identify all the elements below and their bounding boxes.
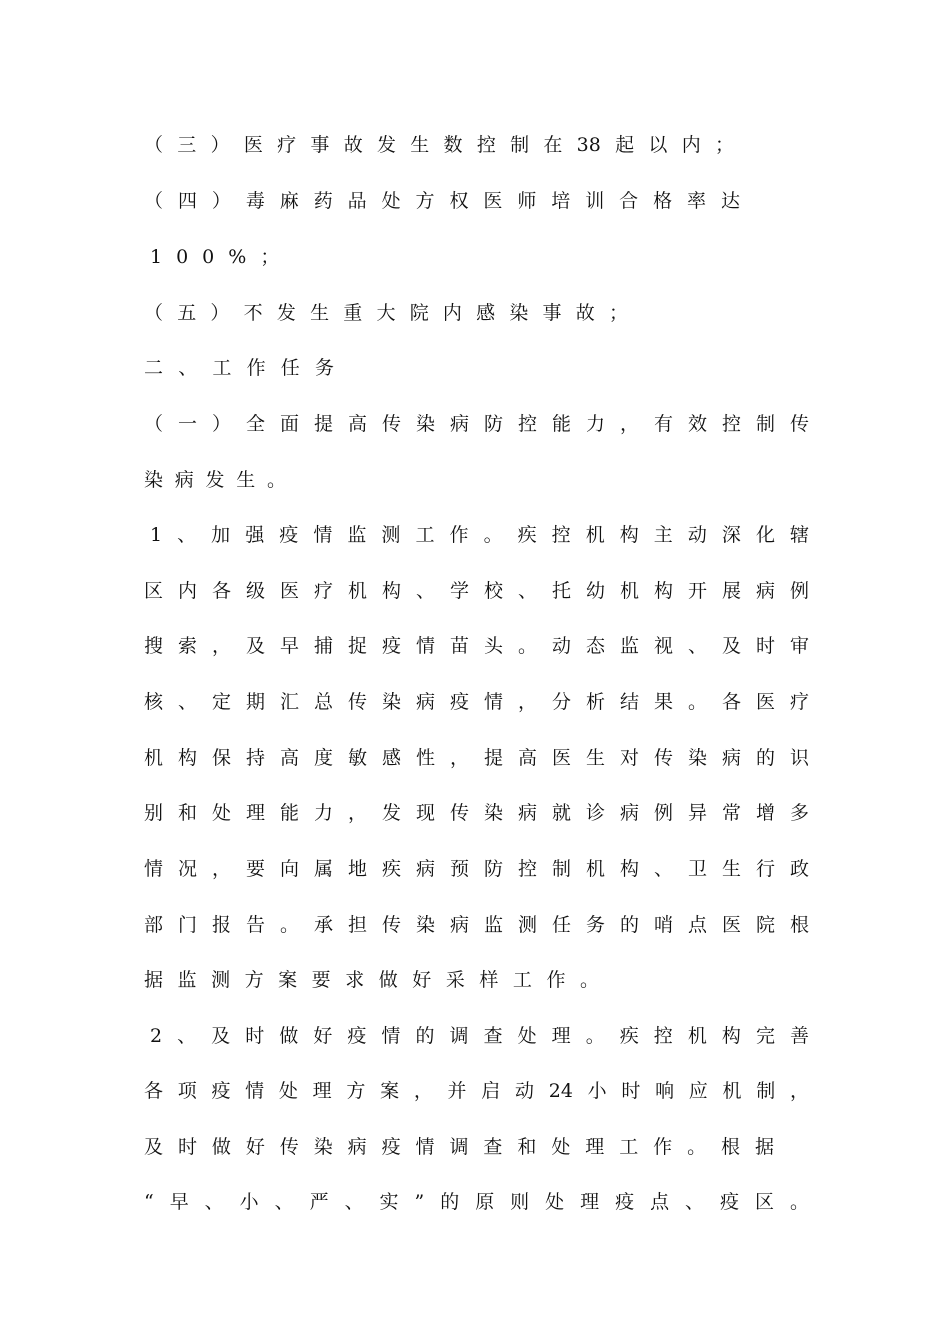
paragraph-1-line-7: 情况，要向属地疾病预防控制机构、卫生行政 — [144, 858, 809, 880]
task-heading-1: （一）全面提高传染病防控能力，有效控制传 — [144, 413, 809, 435]
section-heading-work-tasks: 二、工作任务 — [144, 357, 334, 379]
goal-item-4-continued: 100%； — [150, 246, 294, 268]
paragraph-2-line-2: 各项疫情处理方案，并启动24小时响应机制， — [144, 1080, 809, 1102]
paragraph-1-line-3: 搜索，及早捕捉疫情苗头。动态监视、及时审 — [144, 635, 809, 657]
paragraph-1-line-8: 部门报告。承担传染病监测任务的哨点医院根 — [144, 914, 809, 936]
paragraph-2-line-4: “早、小、严、实”的原则处理疫点、疫区。 — [144, 1191, 809, 1213]
task-heading-1-continued: 染病发生。 — [144, 469, 286, 491]
paragraph-1-line-9: 据监测方案要求做好采样工作。 — [144, 969, 599, 991]
goal-item-4: （四）毒麻药品处方权医师培训合格率达 — [144, 190, 740, 212]
paragraph-2-line-1: 2、及时做好疫情的调查处理。疾控机构完善 — [150, 1025, 809, 1047]
paragraph-1-line-6: 别和处理能力，发现传染病就诊病例异常增多 — [144, 802, 809, 824]
paragraph-1-line-1: 1、加强疫情监测工作。疾控机构主动深化辖 — [150, 524, 809, 546]
goal-item-5: （五）不发生重大院内感染事故； — [144, 302, 628, 324]
paragraph-2-line-3: 及时做好传染病疫情调查和处理工作。根据 — [144, 1136, 774, 1158]
goal-item-3: （三）医疗事故发生数控制在38起以内； — [144, 134, 734, 156]
paragraph-1-line-4: 核、定期汇总传染病疫情，分析结果。各医疗 — [144, 691, 809, 713]
paragraph-1-line-5: 机构保持高度敏感性，提高医生对传染病的识 — [144, 747, 809, 769]
paragraph-1-line-2: 区内各级医疗机构、学校、托幼机构开展病例 — [144, 580, 809, 602]
